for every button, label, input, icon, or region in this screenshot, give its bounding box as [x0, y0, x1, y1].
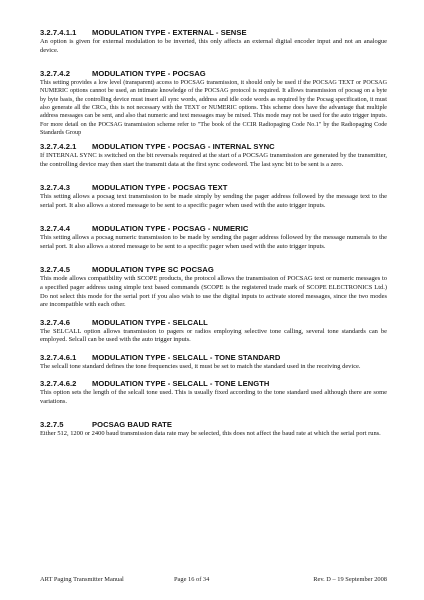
section-pocsag-baud-rate	[40, 420, 387, 439]
section-selcall-tone-standard	[40, 353, 387, 372]
section-text: This mode allows compatibility with SCOPE products, the protocol allows the transmission of POCSAG text or numeric messages to a specified pager address using simple text based commands (SCOPE is the registered trade mark of SCOPE ELECTRONICS Ltd.) Do not select this mode for the serial port if you also wish to use the digital inputs to activate stored messages, since the two modes are incompatible with each other.	[40, 275, 387, 309]
section-heading	[40, 183, 387, 193]
section-selcall-tone-length	[40, 379, 387, 406]
section-pocsag-numeric	[40, 224, 387, 251]
section-heading	[40, 224, 387, 234]
section-text: This option sets the length of the selcall tone used. This is usually fixed according to the tone standard used although there are some variations.	[40, 389, 387, 405]
section-number: 3.2.7.4.2	[40, 69, 71, 79]
section-heading	[40, 265, 387, 275]
section-title: MODULATION TYPE - POCSAG - NUMERIC	[92, 224, 249, 234]
section-sc-pocsag	[40, 265, 387, 309]
section-title: MODULATION TYPE - POCSAG	[92, 69, 206, 79]
section-text: An option is given for external modulation to be inverted, this only affects an external digital encoder input and not an analogue device.	[40, 38, 387, 54]
section-heading	[40, 420, 387, 430]
section-title: MODULATION TYPE - SELCALL - TONE LENGTH	[92, 379, 270, 389]
section-text: The SELCALL option allows transmission to pagers or radios employing selective tone calling, several tone standards can be employed. Selcall can be used with the auto trigger inputs.	[40, 327, 387, 344]
section-selcall	[40, 318, 387, 345]
section-heading	[40, 353, 387, 363]
section-text: If INTERNAL SYNC is switched on the bit reversals required at the start of a POCSAG transmission are generated by the transmitter, the controlling device may then start the transmit data at the first sync codeword. The last sync bit to be sent is a zero.	[40, 152, 387, 168]
section-number: 3.2.7.4.6.2	[40, 379, 77, 389]
section-pocsag-text	[40, 183, 387, 210]
section-number: 3.2.7.4.6.1	[40, 352, 77, 362]
section-title: MODULATION TYPE - EXTERNAL - SENSE	[92, 28, 247, 37]
section-text: This setting provides a low level (transparent) access to POCSAG transmission, it should only be used if the POCSAG TEXT or POCSAG NUMERIC options cannot be used, an intimate knowledge of the POCSAG protocol is required. It allows transmission of pocsag on a byte by byte basis, the controlling device must insert all sync words, address and idle code words as required by the Pocsag specification, it must also generate all the CRCs, this is not necessary with the TEXT or NUMERIC options. This scheme does have the advantage that multiple address messages can be sent, and also that numeric and text messages may be mixed. This mode may not be used for the auto trigger inputs. For more detail on the POCSAG transmission scheme refer to "The book of the CCIR Radiopaging Code No.1" by the Radiopaging Code Standards Group	[40, 80, 387, 136]
section-title: MODULATION TYPE - SELCALL - TONE STANDARD	[92, 352, 281, 362]
section-number: 3.2.7.4.4	[40, 224, 71, 234]
section-heading	[40, 142, 387, 152]
footer-page-number: Page 16 of 34	[174, 576, 210, 583]
section-text: This setting allows a pocsag numeric transmission to be made by sending the pager address followed by the message numerals to the serial port. It also allows a stored message to be sent to a specific pager when used with the auto trigger inputs.	[40, 234, 387, 250]
footer-revision: Rev. D – 19 September 2008	[313, 576, 387, 583]
section-heading	[40, 379, 387, 389]
section-text: Either 512, 1200 or 2400 baud transmission data rate may be selected, this does not affect the baud rate at which the serial port runs.	[40, 430, 381, 438]
section-title: MODULATION TYPE SC POCSAG	[92, 265, 214, 275]
section-number: 3.2.7.5	[40, 420, 64, 430]
section-number: 3.2.7.4.3	[40, 183, 71, 193]
section-heading	[40, 69, 387, 79]
section-number: 3.2.7.4.1.1	[40, 28, 77, 37]
section-pocsag	[40, 69, 387, 137]
section-number: 3.2.7.4.6	[40, 317, 71, 327]
section-number: 3.2.7.4.2.1	[40, 142, 77, 152]
section-title: MODULATION TYPE - SELCALL	[92, 317, 208, 327]
section-title: MODULATION TYPE - POCSAG - INTERNAL SYNC	[92, 142, 275, 152]
document-page	[40, 28, 387, 439]
section-external-sense	[40, 28, 387, 55]
section-number: 3.2.7.4.5	[40, 265, 71, 275]
section-text: This setting allows a pocsag text transmission to be made simply by sending the pager address followed by the message text to the serial port. It also allows a stored message to be sent to a specific pager when used with the auto trigger inputs.	[40, 193, 387, 209]
section-text: The selcall tone standard defines the tone frequencies used, it must be set to match the standard used in the receiving device.	[40, 362, 361, 370]
section-title: POCSAG BAUD RATE	[92, 420, 172, 430]
footer-manual-title: ART Paging Transmitter Manual	[40, 576, 124, 583]
section-heading	[40, 28, 387, 38]
section-title: MODULATION TYPE - POCSAG TEXT	[92, 183, 228, 193]
section-heading	[40, 318, 387, 328]
section-pocsag-internal-sync	[40, 142, 387, 169]
